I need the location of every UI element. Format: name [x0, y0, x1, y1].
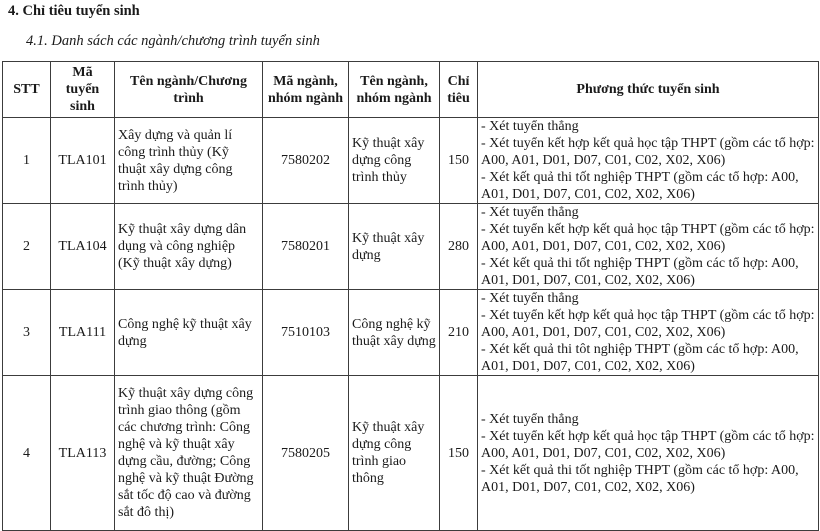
method-item: - Xét kết quả thi tốt nghiệp THPT (gồm các tổ hợp: A00, A01, D01, D07, C01, C02, X02, X06)	[481, 256, 799, 288]
cell-ten-nhom-nganh: Kỹ thuật xây dựng công trình giao thông	[349, 376, 440, 531]
admissions-table	[2, 61, 819, 531]
cell-chi-tieu: 210	[440, 290, 478, 376]
cell-ten-nhom-nganh: Kỹ thuật xây dựng công trình thủy	[349, 118, 440, 204]
cell-stt: 4	[3, 376, 51, 531]
header-ten-nganh: Tên ngành/Chương trình	[115, 62, 263, 118]
header-ma-tuyen-sinh: Mã tuyển sinh	[51, 62, 115, 118]
cell-chi-tieu: 150	[440, 376, 478, 531]
method-item: - Xét kết quả thi tốt nghiệp THPT (gồm các tổ hợp: A00, A01, D01, D07, C01, C02, X02, X06)	[481, 170, 799, 202]
cell-stt: 3	[3, 290, 51, 376]
subsection-title: 4.1. Danh sách các ngành/chương trình tuyển sinh	[26, 33, 320, 49]
method-item: - Xét tuyển thẳng	[481, 411, 579, 427]
cell-ma-nganh: 7510103	[263, 290, 349, 376]
section-title: 4. Chỉ tiêu tuyển sinh	[8, 3, 140, 19]
table-row	[3, 376, 819, 531]
cell-ma-tuyen-sinh: TLA111	[51, 290, 115, 376]
cell-phuong-thuc	[478, 290, 819, 376]
table-header-row	[3, 62, 819, 118]
cell-ma-tuyen-sinh: TLA104	[51, 204, 115, 290]
cell-phuong-thuc	[478, 204, 819, 290]
cell-ten-nganh: Kỹ thuật xây dựng công trình giao thông (gồm các chương trình: Công nghệ và kỹ thuật xây dựng cầu, đường; Công nghệ và kỹ thuật Đường sắt tốc độ cao và đường sắt đô thị)	[115, 376, 263, 531]
cell-ma-nganh: 7580201	[263, 204, 349, 290]
method-item: - Xét tuyển thẳng	[481, 205, 579, 220]
cell-ten-nhom-nganh: Kỹ thuật xây dựng	[349, 204, 440, 290]
header-stt: STT	[3, 62, 51, 118]
header-chi-tieu: Chỉ tiêu	[440, 62, 478, 118]
method-item: - Xét kết quả thi tôt nghiệp THPT (gồm các tổ hợp: A00, A01, D01, D07, C01, C02, X02, X06)	[481, 342, 799, 374]
cell-ma-nganh: 7580202	[263, 118, 349, 204]
header-phuong-thuc: Phương thức tuyển sinh	[478, 62, 819, 118]
cell-phuong-thuc	[478, 376, 819, 531]
table-row	[3, 204, 819, 290]
cell-stt: 1	[3, 118, 51, 204]
method-item: - Xét tuyển thẳng	[481, 119, 579, 134]
method-item: - Xét tuyển kết hợp kết quả học tập THPT (gồm các tổ hợp: A00, A01, D01, D07, C01, C02, X02, X06)	[481, 428, 815, 461]
cell-chi-tieu: 150	[440, 118, 478, 204]
method-item: - Xét tuyển thẳng	[481, 291, 579, 306]
method-item: - Xét tuyển kết hợp kết quả học tập THPT (gồm các tổ hợp: A00, A01, D01, D07, C01, C02, X02, X06)	[481, 308, 815, 340]
cell-ten-nhom-nganh: Công nghệ kỹ thuật xây dựng	[349, 290, 440, 376]
cell-stt: 2	[3, 204, 51, 290]
cell-phuong-thuc	[478, 118, 819, 204]
method-item: - Xét tuyển kết hợp kết quả học tập THPT (gồm các tổ hợp: A00, A01, D01, D07, C01, C02, X02, X06)	[481, 136, 815, 168]
cell-ma-nganh: 7580205	[263, 376, 349, 531]
cell-ten-nganh: Xây dựng và quản lí công trình thủy (Kỹ thuật xây dựng công trình thủy)	[115, 118, 263, 204]
table-row	[3, 118, 819, 204]
cell-ma-tuyen-sinh: TLA101	[51, 118, 115, 204]
header-ten-nhom-nganh: Tên ngành, nhóm ngành	[349, 62, 440, 118]
header-ma-nganh: Mã ngành, nhóm ngành	[263, 62, 349, 118]
cell-ten-nganh: Kỹ thuật xây dựng dân dụng và công nghiệp (Kỹ thuật xây dựng)	[115, 204, 263, 290]
cell-ten-nganh: Công nghệ kỹ thuật xây dựng	[115, 290, 263, 376]
cell-ma-tuyen-sinh: TLA113	[51, 376, 115, 531]
table-row	[3, 290, 819, 376]
method-item: - Xét tuyển kết hợp kết quả học tập THPT (gồm các tổ hợp: A00, A01, D01, D07, C01, C02, X02, X06)	[481, 222, 815, 254]
cell-chi-tieu: 280	[440, 204, 478, 290]
method-item: - Xét kết quả thi tốt nghiệp THPT (gồm các tổ hợp: A00, A01, D01, D07, C01, C02, X02, X06)	[481, 462, 799, 495]
